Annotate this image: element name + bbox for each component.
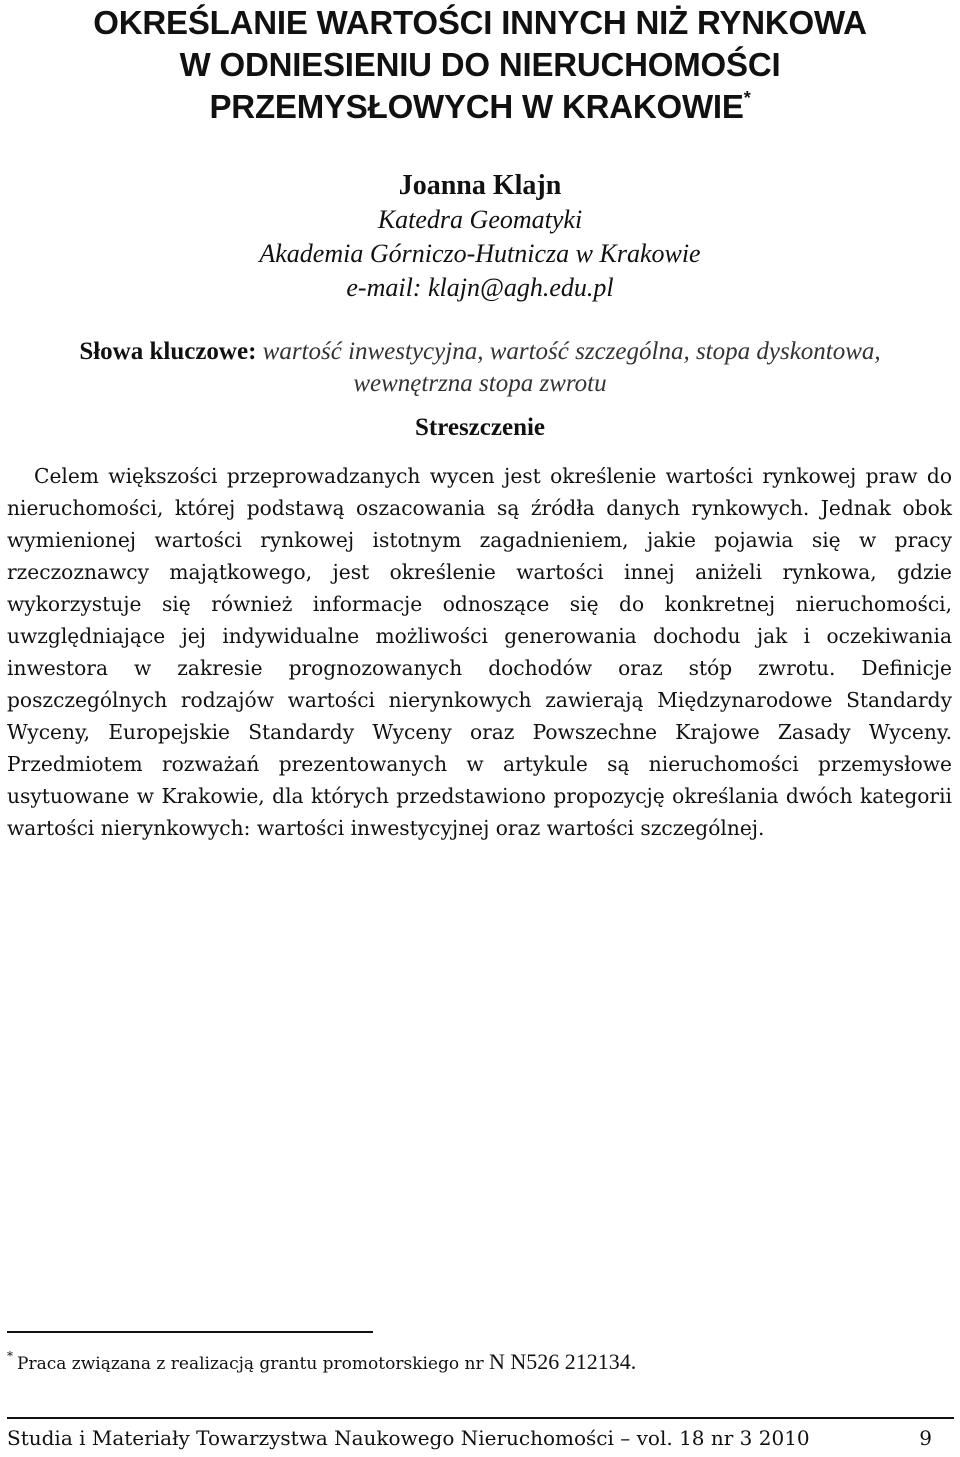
author-email[interactable]: e-mail: klajn@agh.edu.pl: [346, 273, 614, 302]
title-line-2: W ODNIESIENIU DO NIERUCHOMOŚCI: [179, 46, 781, 83]
footnote-text: Praca związana z realizacją grantu promotorskiego nr: [17, 1354, 484, 1374]
keywords-label: Słowa kluczowe:: [79, 338, 257, 365]
title-line-3: [0, 86, 960, 128]
author-block: [0, 169, 960, 305]
page-number: 9: [919, 1426, 932, 1450]
paper-title: [0, 2, 960, 128]
footnote-grant-number: N N526 212134.: [489, 1349, 637, 1374]
title-footnote-marker[interactable]: *: [743, 88, 751, 108]
author-name: Joanna Klajn: [398, 170, 562, 201]
author-institution: Akademia Górniczo-Hutnicza w Krakowie: [259, 239, 701, 268]
author-department: Katedra Geomatyki: [377, 205, 583, 234]
abstract-text: Celem większości przeprowadzanych wycen jest określenie wartości rynkowej praw do nieruchomości, której podstawą oszacowania są źródła danych rynkowych. Jednak obok wymienionej wartości rynkowej istotnym zagadnieniem, jakie pojawia się w pracy rzeczoznawcy majątkowego, jest określenie wartości innej aniżeli rynkowa, gdzie wykorzystuje się również informacje odnoszące się do konkretnej nieruchomości, uwzględniające jej indywidualne możliwości generowania dochodu jak i oczekiwania inwestora w zakresie prognozowanych dochodów oraz stóp zwrotu. Definicje poszczególnych rodzajów wartości nierynkowych zawierają Międzynarodowe Standardy Wyceny, Europejskie Standardy Wyceny oraz Powszechne Krajowe Zasady Wyceny. Przedmiotem rozważań prezentowanych w artykule są nieruchomości przemysłowe usytuowane w Krakowie, dla których przedstawiono propozycję określania dwóch kategorii wartości nierynkowych: wartości inwestycyjnej oraz wartości szczególnej.: [7, 464, 952, 840]
keywords-line-1: [0, 336, 960, 368]
abstract-heading: Streszczenie: [414, 414, 546, 441]
keywords: [0, 336, 960, 400]
title-line-1: OKREŚLANIE WARTOŚCI INNYCH NIŻ RYNKOWA: [93, 4, 867, 41]
keywords-text-1: wartość inwestycyjna, wartość szczególna, stopa dyskontowa,: [262, 338, 881, 365]
title-line-3-text: PRZEMYSŁOWYCH W KRAKOWIE: [209, 88, 744, 125]
footer-divider: [7, 1417, 954, 1419]
footnote: [7, 1347, 947, 1379]
footer-journal: Studia i Materiały Towarzystwa Naukowego Nieruchomości – vol. 18 nr 3 2010: [7, 1426, 810, 1450]
footnote-divider: [7, 1331, 373, 1333]
keywords-text-2: wewnętrzna stopa zwrotu: [353, 370, 607, 397]
footnote-marker: *: [7, 1349, 13, 1363]
